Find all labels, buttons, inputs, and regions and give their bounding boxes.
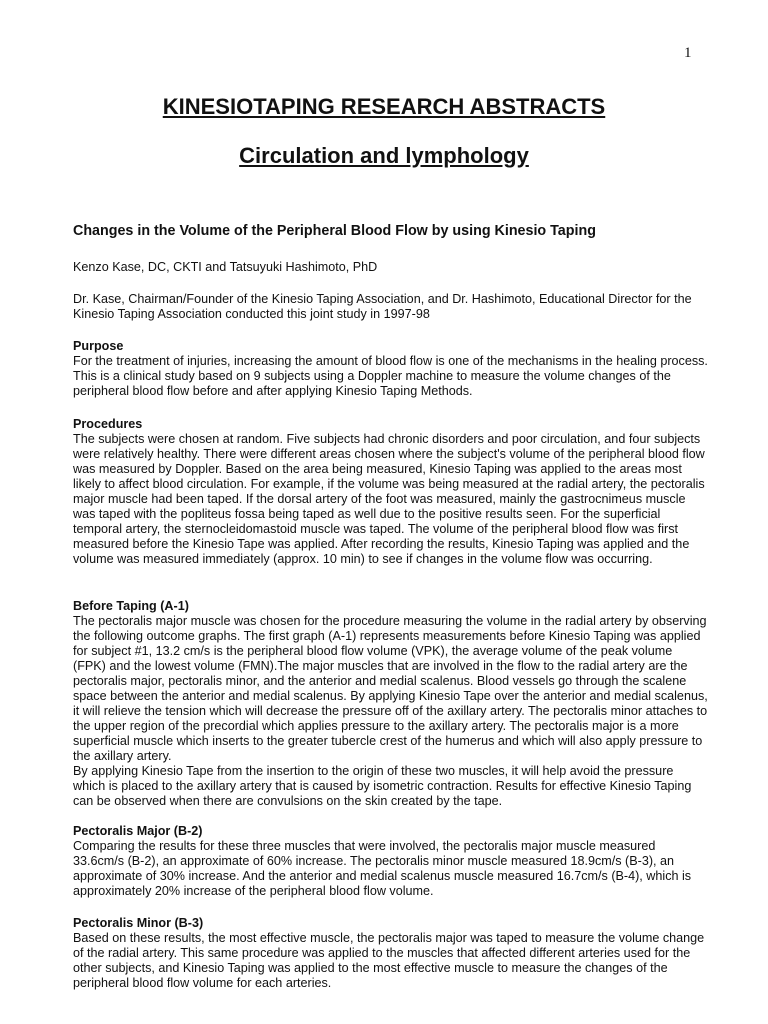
section-text: The pectoralis major muscle was chosen for the procedure measuring the volume in the radial artery by observing the following outcome graphs. The first graph (A-1) represents measurements before Kinesio Taping was applied for subject #1, 13.2 cm/s is the peripheral blood flow volume (VPK), the average volume of the peak volume (FPK) and the lowest volume (FMN).The major muscles that are involved in the flow to the radial artery are the pectoralis major, pectoralis minor, and the anterior and medial scalenus. Blood vessels go through the scalene space between the anterior and medial scalenus. By applying Kinesio Tape over the anterior and medial scalenus, it will relieve the tension which will decrease the pressure off of the axillary artery. The pectoralis minor attaches to the upper region of the precordial which applies pressure to the axillary artery. The pectoralis major is a more superficial muscle which inserts to the greater tubercle crest of the humerus and which will also apply pressure to the axillary artery. <box>73 614 708 763</box>
section-heading: Purpose <box>73 339 124 353</box>
section-text: For the treatment of injuries, increasing the amount of blood flow is one of the mechanisms in the healing process. This is a clinical study based on 9 subjects using a Doppler machine to measure the volume changes of the peripheral blood flow before and after applying Kinesio Taping Methods. <box>73 354 708 398</box>
section-heading: Procedures <box>73 417 143 431</box>
document-subtitle: Circulation and lymphology <box>239 143 529 168</box>
section-procedures <box>73 417 708 567</box>
affiliation: Dr. Kase, Chairman/Founder of the Kinesio Taping Association, and Dr. Hashimoto, Educational Director for the Kinesio Taping Association conducted this joint study in 1997-98 <box>73 292 692 321</box>
section-heading: Pectoralis Major (B-2) <box>73 824 203 838</box>
article-title: Changes in the Volume of the Peripheral Blood Flow by using Kinesio Taping <box>73 223 596 239</box>
section-heading: Pectoralis Minor (B-3) <box>73 916 204 930</box>
section-before-taping <box>73 599 708 809</box>
authors: Kenzo Kase, DC, CKTI and Tatsuyuki Hashimoto, PhD <box>73 260 378 274</box>
section-text-continued: By applying Kinesio Tape from the insertion to the origin of these two muscles, it will help avoid the pressure which is placed to the axillary artery that is caused by isometric contraction. Results for effective Kinesio Taping can be observed when there are convulsions on the skin created by the tape. <box>73 764 692 808</box>
section-purpose <box>73 339 708 399</box>
section-text: The subjects were chosen at random. Five subjects had chronic disorders and poor circulation, and four subjects were relatively healthy. There were different areas chosen where the subject's volume of the peripheral blood flow was measured by Doppler. Based on the area being measured, Kinesio Taping was applied to the areas most likely to affect blood circulation. For example, if the volume was being measured at the radial artery, the pectoralis major muscle had been taped. If the dorsal artery of the foot was measured, mainly the gastrocnimeus muscle was taped with the popliteus fossa being taped as well due to the positive results seen. For the superficial temporal artery, the sternocleidomastoid muscle was taped. The volume of the peripheral blood flow was first measured before the Kinesio Tape was applied. After recording the results, Kinesio Taping was applied and the volume was measured immediately (approx. 10 min) to see if changes in the volume flow was occurring. <box>73 432 705 566</box>
page-number: 1 <box>684 45 692 61</box>
section-pectoralis-minor <box>73 916 708 991</box>
section-text: Based on these results, the most effective muscle, the pectoralis major was taped to measure the volume change of the radial artery. This same procedure was applied to the muscles that affected different arteries used for the other subjects, and Kinesio Taping was applied to the most effective muscle to measure the changes of the peripheral blood flow volume for each arteries. <box>73 931 705 990</box>
document-title: KINESIOTAPING RESEARCH ABSTRACTS <box>162 94 606 119</box>
section-heading: Before Taping (A-1) <box>73 599 189 613</box>
section-pectoralis-major <box>73 824 708 899</box>
section-text: Comparing the results for these three muscles that were involved, the pectoralis major muscle measured 33.6cm/s (B-2), an approximate of 60% increase. The pectoralis minor muscle measured 18.9cm/s (B-3), an approximate of 30% increase. And the anterior and medial scalenus muscle measured 16.7cm/s (B-4), which is approximately 20% increase of the peripheral blood flow volume. <box>73 839 692 898</box>
